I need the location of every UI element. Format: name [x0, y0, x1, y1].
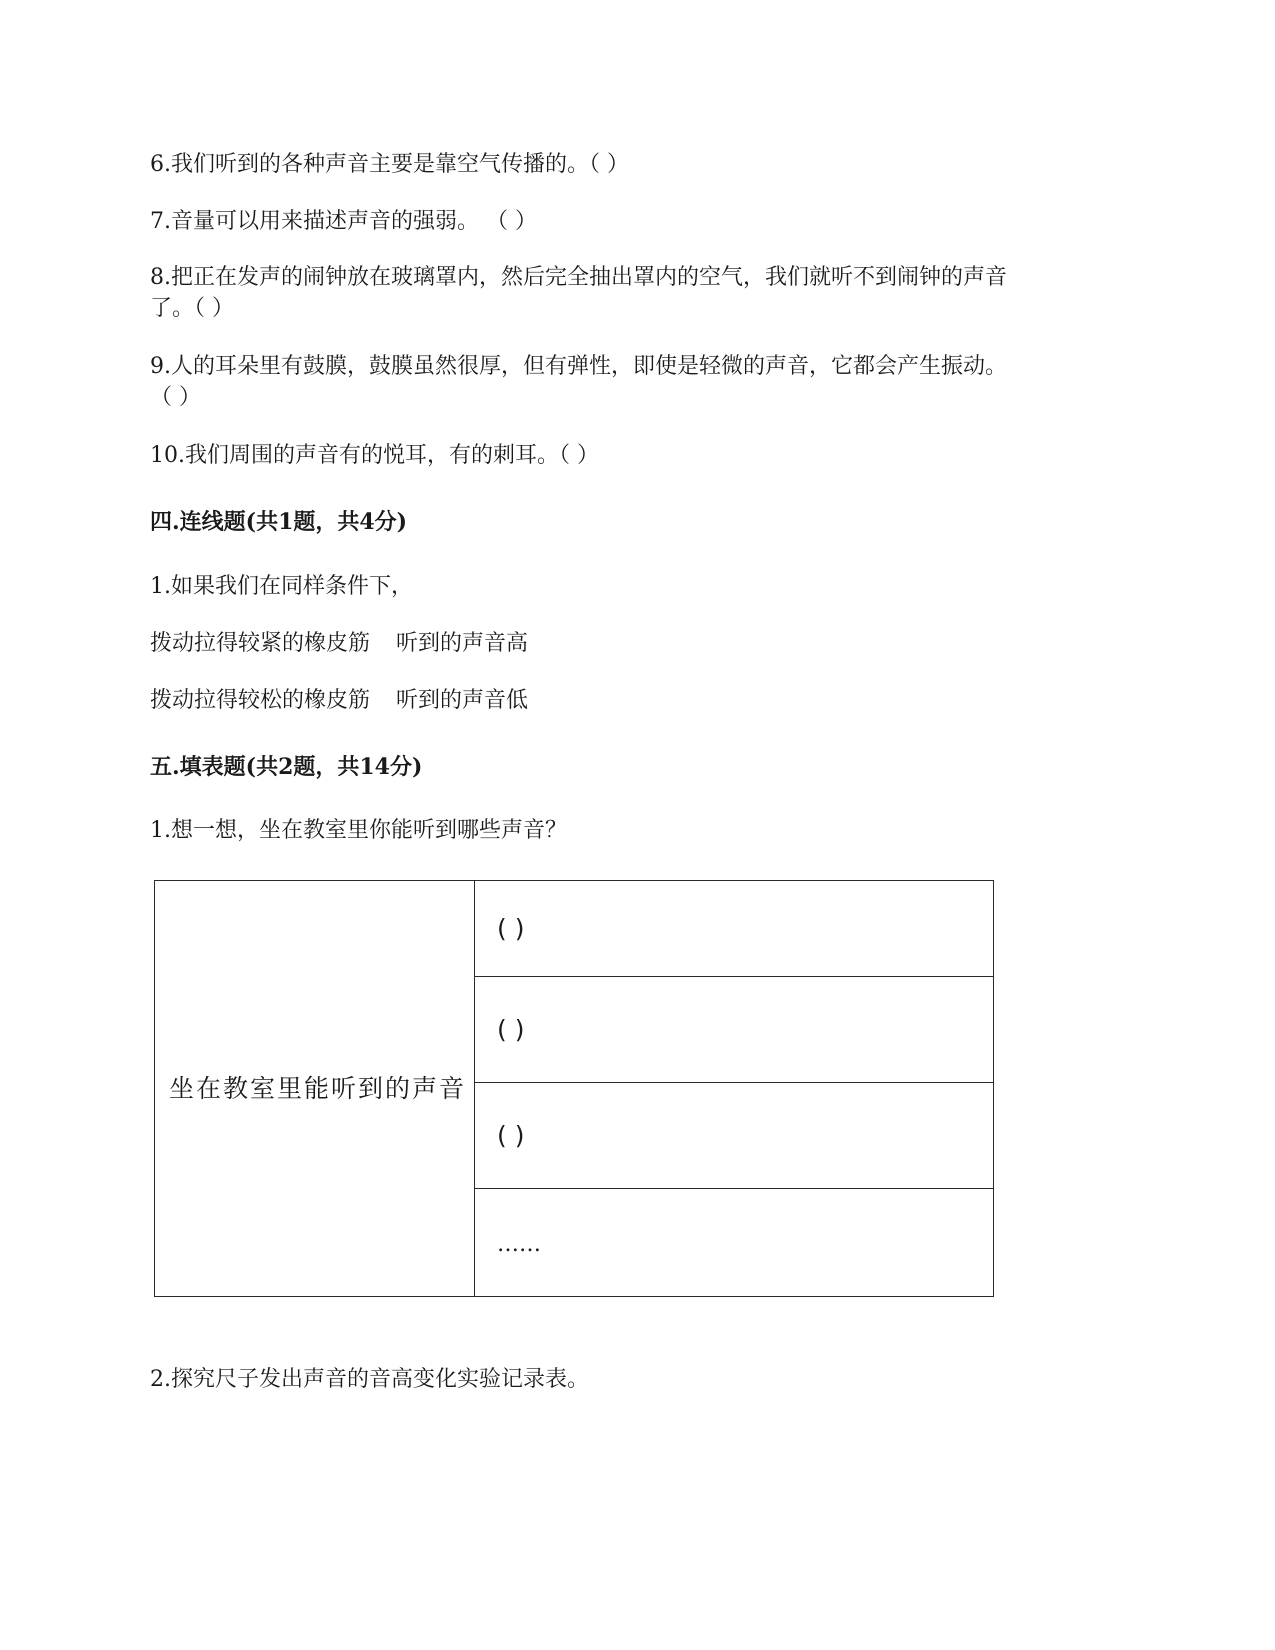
table-blank-cell-2[interactable]: ( ) — [475, 977, 994, 1083]
section-5-heading: 五.填表题(共2题，共14分) — [150, 754, 423, 780]
matching-row-2 — [150, 685, 528, 717]
section-5-question-1: 1.想一想，坐在教室里你能听到哪些声音？ — [150, 818, 567, 843]
table-blank-cell-3[interactable]: ( ) — [475, 1083, 994, 1189]
matching-right-1: 听到的声音高 — [396, 631, 529, 656]
matching-right-2: 听到的声音低 — [396, 688, 529, 713]
table-ellipsis-cell: …… — [475, 1189, 994, 1297]
question-8-line2: 了。（ ） — [150, 296, 234, 321]
table-blank-cell-1[interactable]: ( ) — [475, 881, 994, 977]
matching-left-1: 拨动拉得较紧的橡皮筋 — [150, 631, 371, 656]
matching-row-1 — [150, 628, 528, 660]
matching-left-2: 拨动拉得较松的橡皮筋 — [150, 688, 371, 713]
question-8-line1: 8.把正在发声的闹钟放在玻璃罩内，然后完全抽出罩内的空气，我们就听不到闹钟的声音 — [150, 265, 1007, 290]
section-5-question-2: 2.探究尺子发出声音的音高变化实验记录表。 — [150, 1367, 589, 1392]
question-9-line1: 9.人的耳朵里有鼓膜，鼓膜虽然很厚，但有弹性，即使是轻微的声音，它都会产生振动。 — [150, 354, 1007, 379]
table-left-label: 坐在教室里能听到的声音 — [155, 881, 475, 1297]
section-4-heading: 四.连线题(共1题，共4分) — [150, 509, 408, 535]
section-4-question-1: 1.如果我们在同样条件下， — [150, 574, 413, 599]
question-7: 7.音量可以用来描述声音的强弱。 （ ） — [150, 209, 537, 234]
sounds-table — [154, 880, 994, 1297]
question-6: 6.我们听到的各种声音主要是靠空气传播的。（ ） — [150, 152, 629, 177]
question-9-line2: （ ） — [150, 385, 201, 410]
question-10: 10.我们周围的声音有的悦耳，有的刺耳。（ ） — [150, 443, 599, 468]
